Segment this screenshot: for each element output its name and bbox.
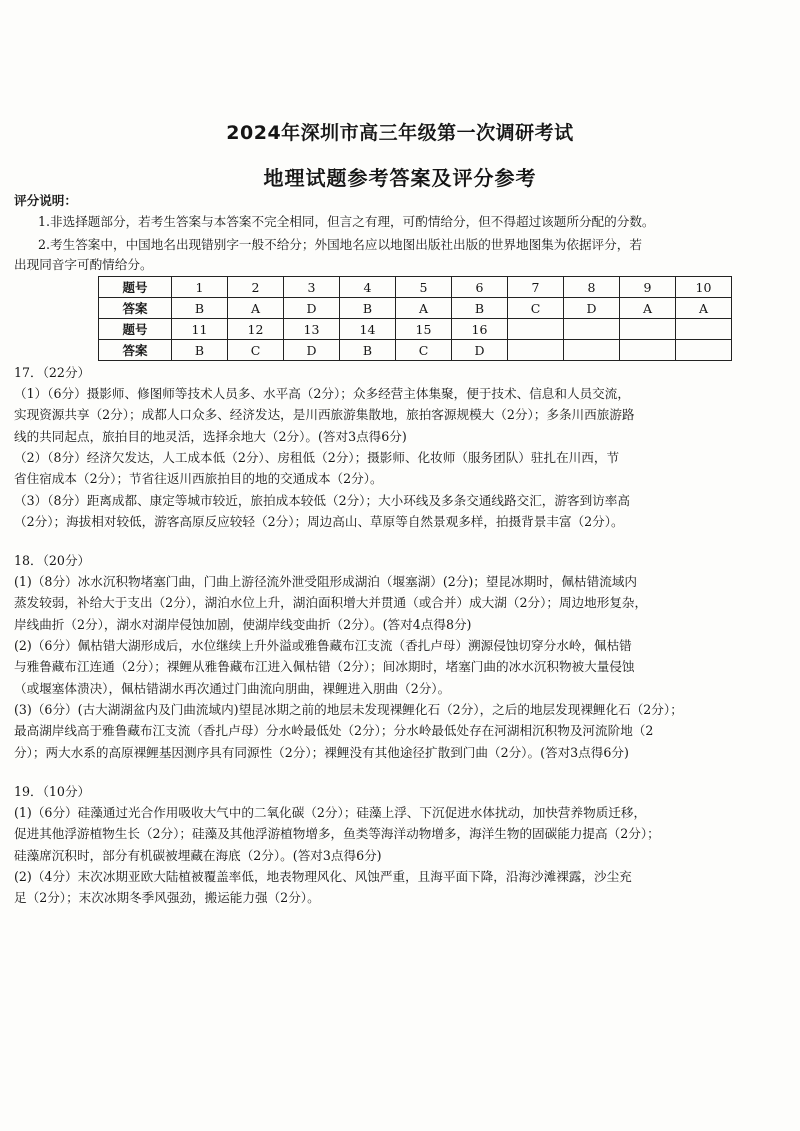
q19-text-line: (1)（6分）硅藻通过光合作用吸收大气中的二氧化碳（2分）；硅藻上浮、下沉促进水体扰动，加快营养物质迁移， [14, 805, 647, 820]
q18-text-line: (1)（8分）冰水沉积物堵塞门曲，门曲上游径流外泄受阻形成湖泊（堰塞湖）(2分)；望昆冰期时，佩枯错流域内 [14, 574, 638, 589]
answer-cell: C [508, 298, 564, 319]
answer-cell: C [396, 340, 452, 361]
q17-text-line: 省住宿成本（2分）；节省往返川西旅拍目的地的交通成本（2分）。 [14, 471, 383, 486]
question-number: 5 [396, 277, 452, 298]
question-number: 15 [396, 319, 452, 340]
empty-cell [508, 319, 564, 340]
q18-text-line: 最高湖岸线高于雅鲁藏布江支流（香扎卢母）分水岭最低处（2分）；分水岭最低处存在河湖相沉积物及河流阶地（2 [14, 723, 654, 738]
doc-title: 2024年深圳市高三年级第一次调研考试 [226, 122, 574, 144]
table-row [99, 298, 732, 319]
question-number: 2 [228, 277, 284, 298]
answer-cell: B [340, 298, 396, 319]
answer-cell: D [564, 298, 620, 319]
q19-text-line: 足（2分）；末次冰期冬季风强劲，搬运能力强（2分）。 [14, 890, 320, 905]
q18-text-line: (3)（6分）(古大湖湖盆内及门曲流域内)望昆冰期之前的地层未发现裸鲤化石（2分），之后的地层发现裸鲤化石（2分）； [14, 702, 683, 717]
scoring-rule-2: 2.考生答案中，中国地名出现错别字一般不给分；外国地名应以地图出版社出版的世界地图集为依据评分，若 [38, 237, 642, 252]
question-number: 9 [620, 277, 676, 298]
question-number: 16 [452, 319, 508, 340]
q19-heading: 19．（10分） [14, 784, 91, 799]
scoring-heading: 评分说明： [14, 193, 77, 208]
scoring-rule-2-cont: 出现同音字可酌情给分。 [14, 257, 153, 272]
empty-cell [620, 340, 676, 361]
q19-text-line: 促进其他浮游植物生长（2分）；硅藻及其他浮游植物增多，鱼类等海洋动物增多，海洋生物的固碳能力提高（2分）； [14, 826, 660, 841]
empty-cell [676, 340, 732, 361]
answer-cell: D [452, 340, 508, 361]
q17-text-line: （2分）；海拔相对较低，游客高原反应较轻（2分）；周边高山、草原等自然景观多样，拍摄背景丰富（2分）。 [14, 514, 624, 529]
answer-cell: A [676, 298, 732, 319]
table-row [99, 277, 732, 298]
answer-cell: B [172, 340, 228, 361]
q17-text-line: （1）（6分）摄影师、修图师等技术人员多、水平高（2分）；众多经营主体集聚，便于技术、信息和人员交流， [14, 386, 630, 401]
answer-table [98, 276, 732, 361]
q18-text-line: 与雅鲁藏布江连通（2分）；裸鲤从雅鲁藏布江进入佩枯错（2分）；间冰期时，堵塞门曲的冰水沉积物被大量侵蚀 [14, 659, 635, 674]
row-label: 题号 [99, 319, 172, 340]
question-number: 14 [340, 319, 396, 340]
q18-heading: 18．（20分） [14, 553, 91, 568]
row-label: 题号 [99, 277, 172, 298]
answer-cell: D [284, 340, 340, 361]
q18-text-line: 岸线曲折（2分），湖水对湖岸侵蚀加剧，使湖岸线变曲折（2分）。(答对4点得8分) [14, 617, 472, 632]
q17-heading: 17．（22分） [14, 365, 91, 380]
question-number: 12 [228, 319, 284, 340]
q17-text-line: （2）（8分）经济欠发达，人工成本低（2分）、房租低（2分）；摄影师、化妆师（服务团队）驻扎在川西，节 [14, 450, 620, 465]
question-number: 7 [508, 277, 564, 298]
row-label: 答案 [99, 340, 172, 361]
q18-text-line: (2)（6分）佩枯错大湖形成后，水位继续上升外溢或雅鲁藏布江支流（香扎卢母）溯源侵蚀切穿分水岭，佩枯错 [14, 638, 632, 653]
doc-subtitle: 地理试题参考答案及评分参考 [263, 166, 537, 190]
answer-cell: A [620, 298, 676, 319]
answer-cell: C [228, 340, 284, 361]
answer-cell: B [452, 298, 508, 319]
question-number: 8 [564, 277, 620, 298]
empty-cell [620, 319, 676, 340]
answer-cell: A [228, 298, 284, 319]
answer-cell: B [172, 298, 228, 319]
q19-text-line: (2)（4分）末次冰期亚欧大陆植被覆盖率低，地表物理风化、风蚀严重，且海平面下降，沿海沙滩裸露，沙尘充 [14, 869, 632, 884]
q18-text-line: 分）；两大水系的高原裸鲤基因测序具有同源性（2分）；裸鲤没有其他途径扩散到门曲（2分）。(答对3点得6分) [14, 745, 629, 760]
question-number: 13 [284, 319, 340, 340]
scoring-rule-1: 1.非选择题部分，若考生答案与本答案不完全相同，但言之有理，可酌情给分，但不得超过该题所分配的分数。 [38, 214, 655, 229]
empty-cell [508, 340, 564, 361]
q18-text-line: （或堰塞体溃决），佩枯错湖水再次通过门曲流向朋曲，裸鲤进入朋曲（2分）。 [14, 681, 451, 696]
q17-text-line: 线的共同起点，旅拍目的地灵活，选择余地大（2分）。(答对3点得6分) [14, 429, 407, 444]
answer-cell: A [396, 298, 452, 319]
question-number: 11 [172, 319, 228, 340]
q19-text-line: 硅藻席沉积时，部分有机碳被埋藏在海底（2分）。(答对3点得6分) [14, 848, 382, 863]
question-number: 6 [452, 277, 508, 298]
empty-cell [564, 340, 620, 361]
empty-cell [564, 319, 620, 340]
question-number: 3 [284, 277, 340, 298]
q17-text-line: 实现资源共享（2分）；成都人口众多、经济发达，是川西旅游集散地，旅拍客源规模大（2分）；多条川西旅游路 [14, 407, 635, 422]
table-row [99, 319, 732, 340]
answer-cell: D [284, 298, 340, 319]
row-label: 答案 [99, 298, 172, 319]
q17-text-line: （3）（8分）距离成都、康定等城市较近，旅拍成本较低（2分）；大小环线及多条交通线路交汇，游客到访率高 [14, 493, 630, 508]
answer-cell: B [340, 340, 396, 361]
empty-cell [676, 319, 732, 340]
table-row [99, 340, 732, 361]
question-number: 4 [340, 277, 396, 298]
question-number: 10 [676, 277, 732, 298]
q18-text-line: 蒸发较弱，补给大于支出（2分），湖泊水位上升，湖泊面积增大并贯通（或合并）成大湖（2分）；周边地形复杂， [14, 595, 648, 610]
question-number: 1 [172, 277, 228, 298]
